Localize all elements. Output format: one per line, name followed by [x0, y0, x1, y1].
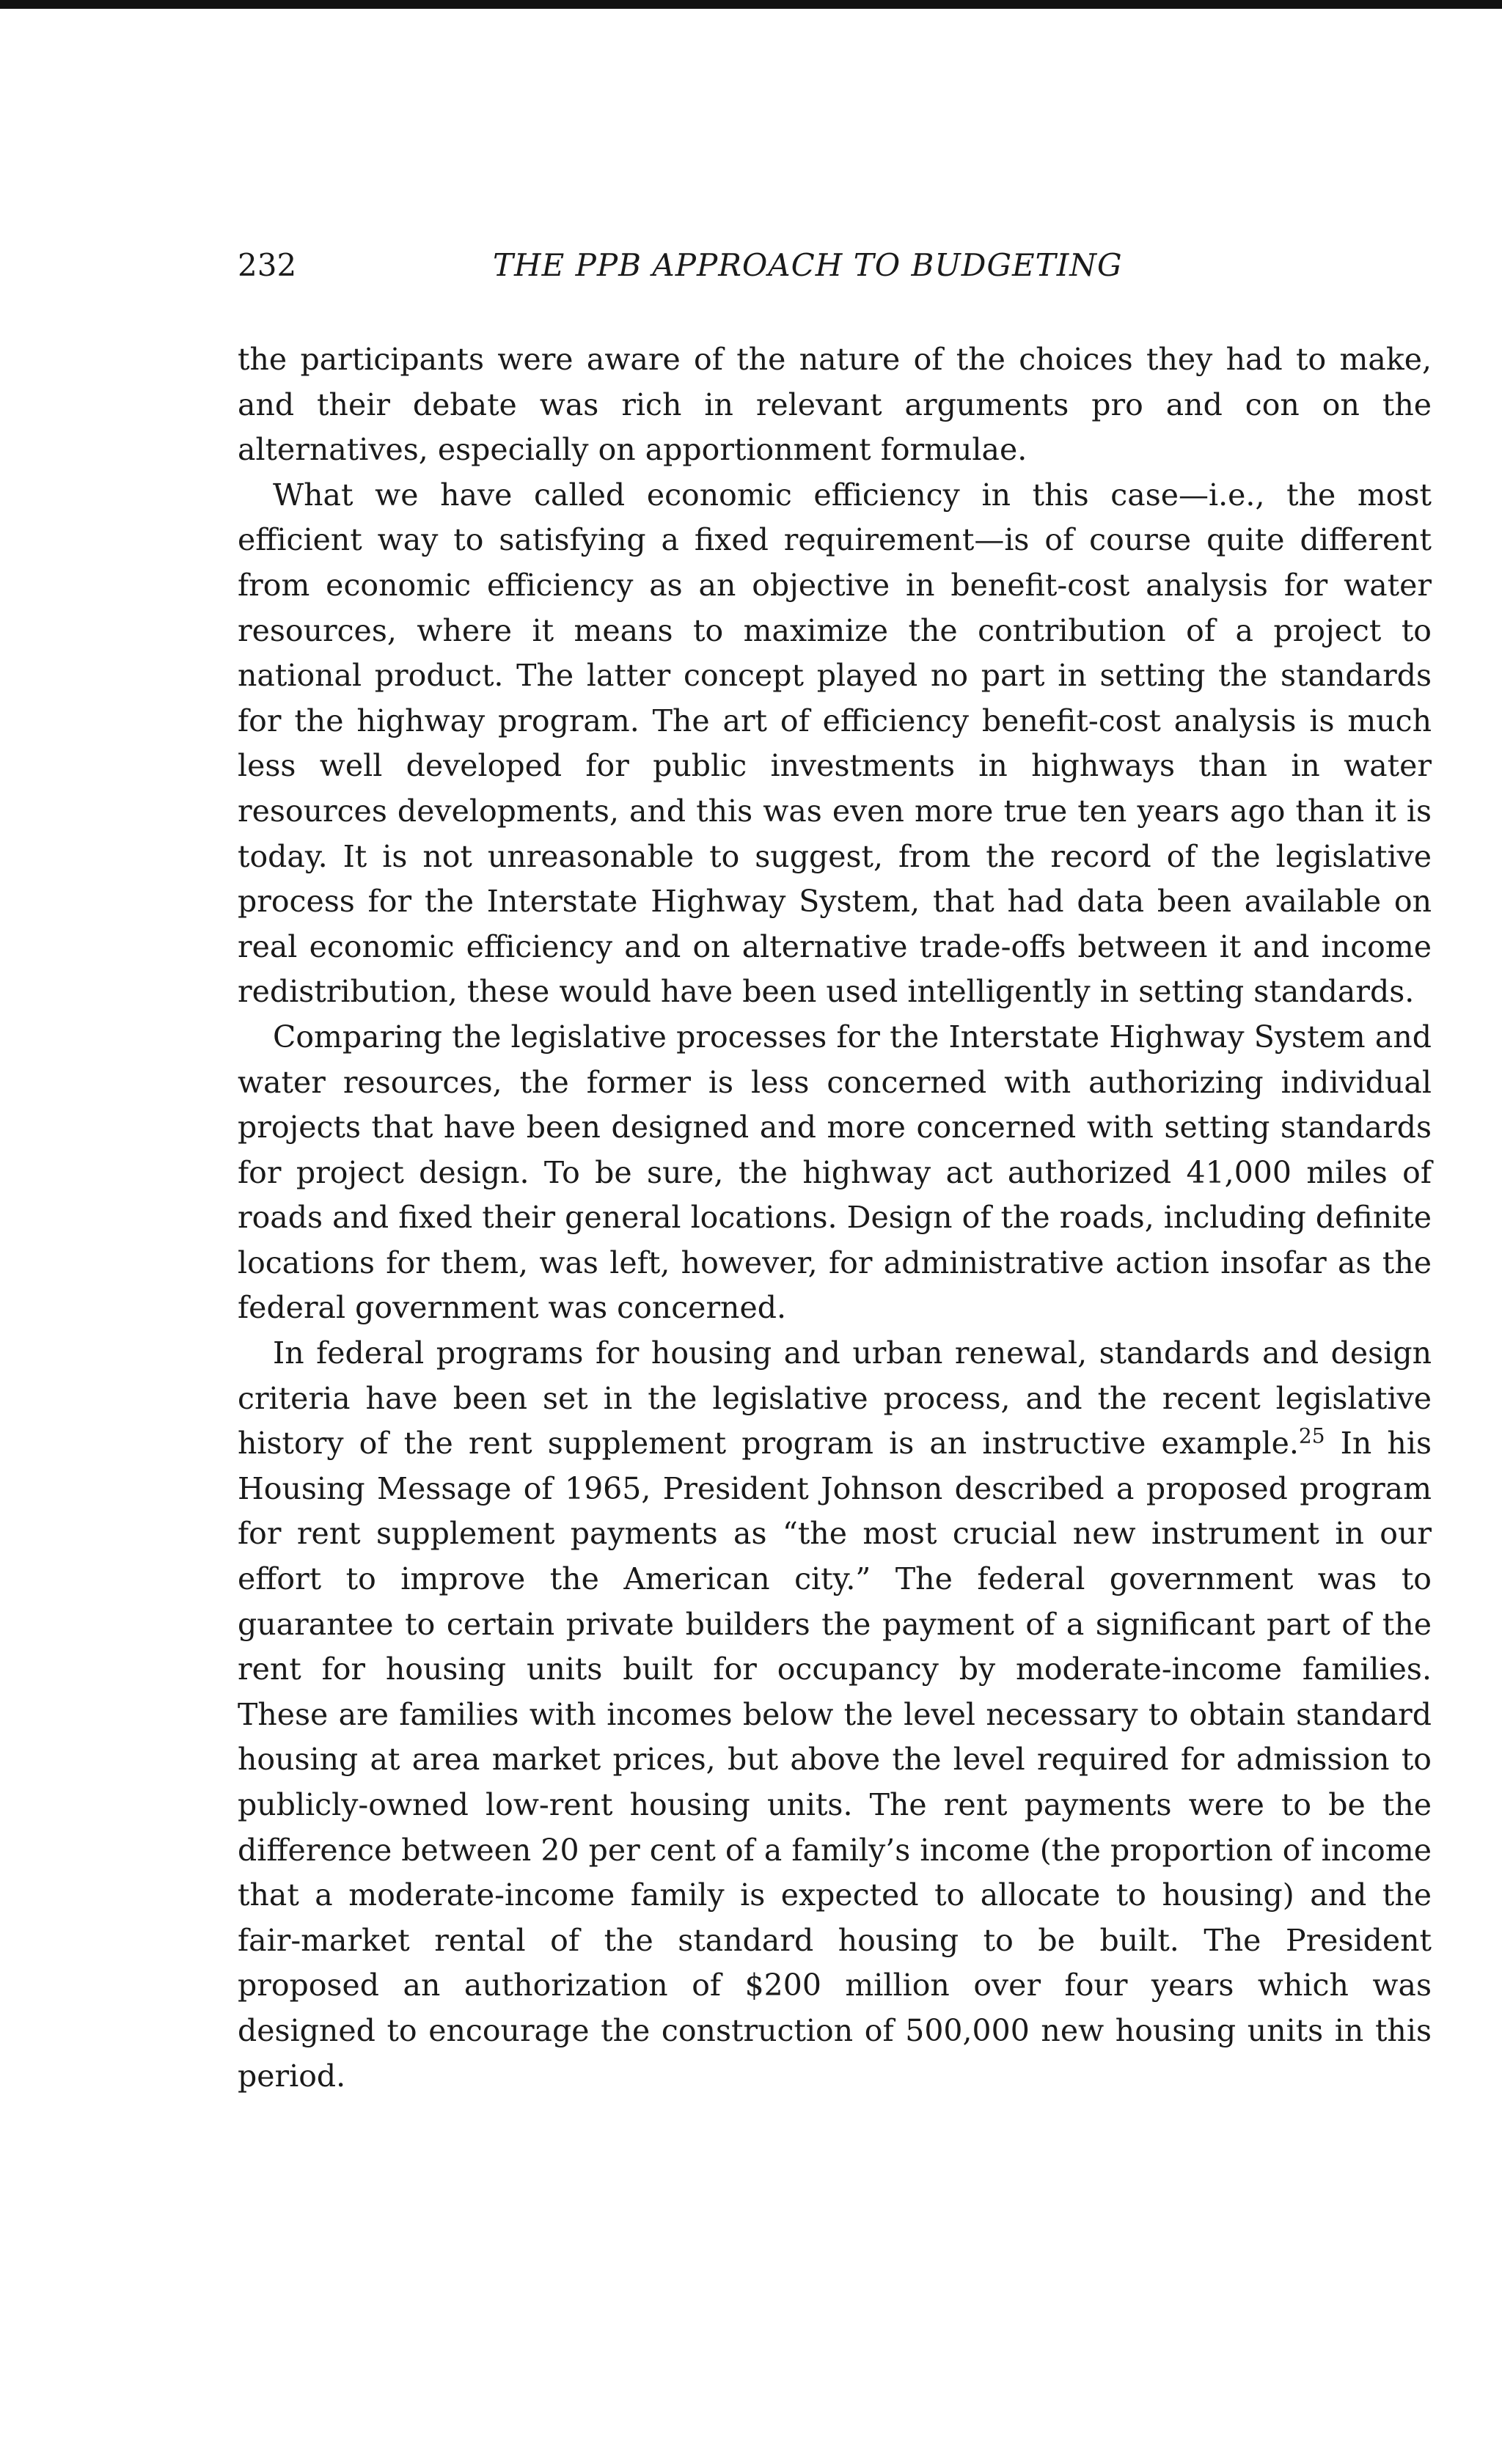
- book-page: [238, 246, 1432, 2099]
- top-page-rule: [0, 0, 1502, 9]
- paragraph-4-text-start: In federal programs for housing and urban renewal, standards and design criteria have been set in the legislative process, and the recent legislative history of the rent supplement program is an instructive example.: [238, 1335, 1432, 1462]
- running-header: [238, 246, 1432, 285]
- footnote-reference[interactable]: 25: [1298, 1423, 1325, 1448]
- paragraph-4: [238, 1331, 1432, 2099]
- paragraph-4-text-end: In his Housing Message of 1965, President Johnson described a proposed program for rent supplement payments as “the most crucial new instrument in our effort to improve the American city.” The federal government was to guarantee to certain private builders the payment of a significant part of the rent for housing units built for occupancy by moderate-income families. These are families with incomes below the level necessary to obtain standard housing at area market prices, but above the level required for admission to publicly-owned low-rent housing units. The rent payments were to be the difference between 20 per cent of a family’s income (the proportion of income that a moderate-income family is expected to allocate to housing) and the fair-market rental of the standard housing to be built. The President proposed an authorization of $200 million over four years which was designed to encourage the construction of 500,000 new housing units in this period.: [238, 1426, 1432, 2094]
- page-number: 232: [238, 247, 297, 283]
- paragraph-3: Comparing the legislative processes for the Interstate Highway System and water resources, the former is less concerned with authorizing individual projects that have been designed and more concerned with setting standards for project design. To be sure, the highway act authorized 41,000 miles of roads and fixed their general locations. Design of the roads, including definite locations for them, was left, however, for administrative action insofar as the federal government was concerned.: [238, 1019, 1432, 1326]
- body-text: [238, 337, 1432, 2099]
- running-title: THE PPB APPROACH TO BUDGETING: [493, 247, 1123, 283]
- paragraph-2: What we have called economic efficiency in this case—i.e., the most efficient way to satisfying a fixed requirement—is of course quite different from economic efficiency as an objective in benefit-cost analysis for water resources, where it means to maximize the contribution of a project to national product. The latter concept played no part in setting the standards for the highway program. The art of efficiency benefit-cost analysis is much less well developed for public investments in highways than in water resources developments, and this was even more true ten years ago than it is today. It is not unreasonable to suggest, from the record of the legislative process for the Interstate Highway System, that had data been available on real economic efficiency and on alternative trade-offs between it and income redistribution, these would have been used intelligently in setting standards.: [238, 477, 1432, 1010]
- paragraph-1: the participants were aware of the nature of the choices they had to make, and their debate was rich in relevant arguments pro and con on the alternatives, especially on apportionment formulae.: [238, 342, 1432, 468]
